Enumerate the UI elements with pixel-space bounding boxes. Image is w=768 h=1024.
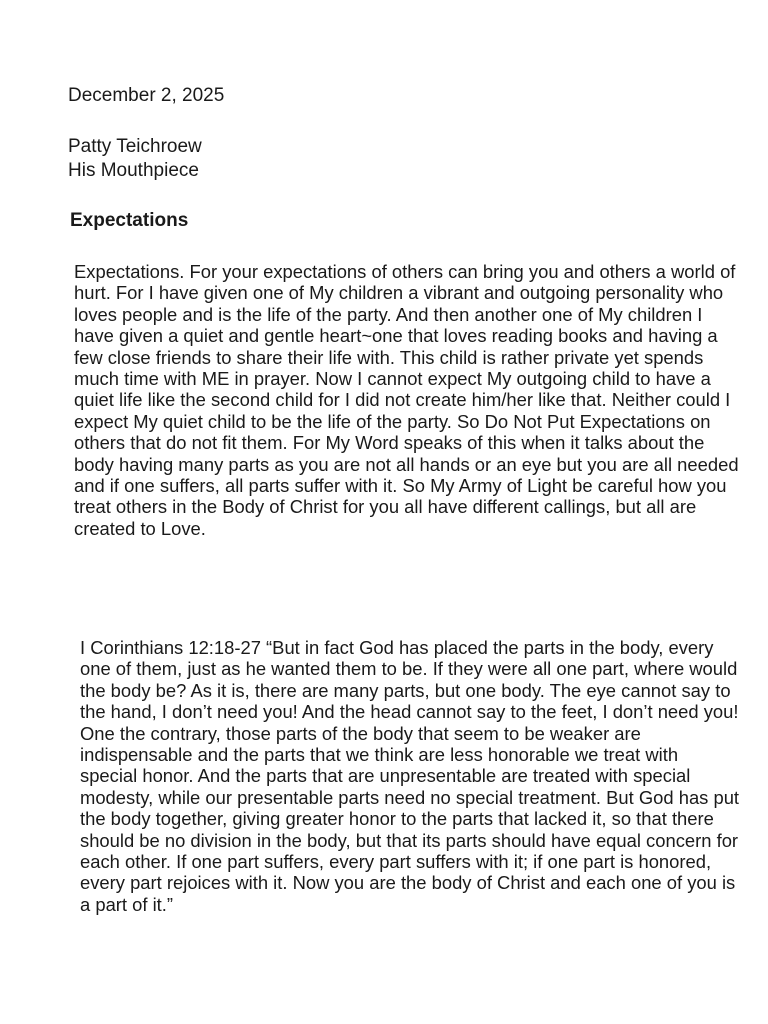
document-date: December 2, 2025 (68, 85, 225, 106)
body-paragraph-message: Expectations. For your expectations of others can bring you and others a world of hurt. For I have given one of My children a vibrant and outgoing personality who loves people and is the life of the party. And then another one of My children I have given a quiet and gentle heart~one that loves reading books and having a few close friends to share their life with. This child is rather private yet spends much time with ME in prayer. Now I cannot expect My outgoing child to have a quiet life like the second child for I did not create him/her like that. Neither could I expect My quiet child to be the life of the party. So Do Not Put Expectations on others that do not fit them. For My Word speaks of this when it talks about the body having many parts as you are not all hands or an eye but you are all needed and if one suffers, all parts suffer with it. So My Army of Light be careful how you treat others in the Body of Christ for you all have different callings, but all are created to Love. (74, 261, 739, 539)
document-title: Expectations (70, 210, 189, 231)
author-role: His Mouthpiece (68, 160, 199, 181)
author-name: Patty Teichroew (68, 136, 202, 157)
author-block (68, 135, 202, 183)
body-paragraph-scripture: I Corinthians 12:18-27 “But in fact God has placed the parts in the body, every one of them, just as he wanted them to be. If they were all one part, where would the body be? As it is, there are many parts, but one body. The eye cannot say to the hand, I don’t need you! And the head cannot say to the feet, I don’t need you! One the contrary, those parts of the body that seem to be weaker are indispensable and the parts that we think are less honorable we treat with special honor. And the parts that are unpresentable are treated with special modesty, while our presentable parts need no special treatment. But God has put the body together, giving greater honor to the parts that lacked it, so that there should be no division in the body, but that its parts should have equal concern for each other. If one part suffers, every part suffers with it; if one part is honored, every part rejoices with it. Now you are the body of Christ and each one of you is a part of it.” (80, 637, 740, 915)
